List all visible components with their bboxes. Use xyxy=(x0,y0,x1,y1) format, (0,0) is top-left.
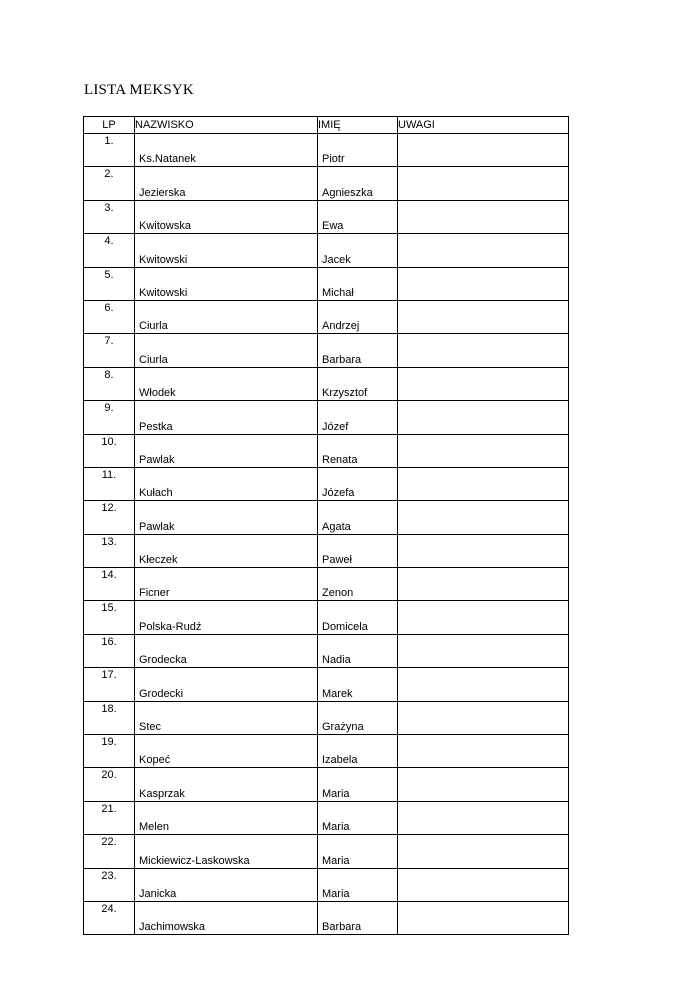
notes-cell xyxy=(398,735,569,768)
first-name-cell: Jacek xyxy=(318,234,398,267)
notes-cell xyxy=(398,467,569,500)
row-number: 24. xyxy=(84,901,135,934)
first-name-cell: Barbara xyxy=(318,334,398,367)
table-row xyxy=(84,868,569,901)
notes-cell xyxy=(398,534,569,567)
surname-cell: Pestka xyxy=(135,401,318,434)
surname-cell: Kwitowski xyxy=(135,234,318,267)
header-notes: UWAGI xyxy=(398,117,569,134)
table-row xyxy=(84,835,569,868)
surname-cell: Janicka xyxy=(135,868,318,901)
first-name-cell: Domicela xyxy=(318,601,398,634)
table-header-row xyxy=(84,117,569,134)
notes-cell xyxy=(398,668,569,701)
table-row xyxy=(84,300,569,333)
table-row xyxy=(84,167,569,200)
row-number: 21. xyxy=(84,801,135,834)
notes-cell xyxy=(398,501,569,534)
row-number: 22. xyxy=(84,835,135,868)
table-row xyxy=(84,634,569,667)
surname-cell: Ficner xyxy=(135,568,318,601)
notes-cell xyxy=(398,134,569,167)
surname-cell: Ciurla xyxy=(135,334,318,367)
people-table xyxy=(83,116,569,935)
surname-cell: Jezierska xyxy=(135,167,318,200)
header-lp: LP xyxy=(84,117,135,134)
first-name-cell: Krzysztof xyxy=(318,367,398,400)
first-name-cell: Michał xyxy=(318,267,398,300)
surname-cell: Jachimowska xyxy=(135,901,318,934)
first-name-cell: Barbara xyxy=(318,901,398,934)
table-row xyxy=(84,534,569,567)
table-row xyxy=(84,501,569,534)
table-row xyxy=(84,901,569,934)
surname-cell: Grodecki xyxy=(135,668,318,701)
table-row xyxy=(84,200,569,233)
row-number: 7. xyxy=(84,334,135,367)
notes-cell xyxy=(398,568,569,601)
row-number: 13. xyxy=(84,534,135,567)
surname-cell: Pawlak xyxy=(135,434,318,467)
table-row xyxy=(84,601,569,634)
first-name-cell: Andrzej xyxy=(318,300,398,333)
surname-cell: Kopeć xyxy=(135,735,318,768)
first-name-cell: Marek xyxy=(318,668,398,701)
notes-cell xyxy=(398,601,569,634)
first-name-cell: Maria xyxy=(318,768,398,801)
row-number: 6. xyxy=(84,300,135,333)
notes-cell xyxy=(398,200,569,233)
notes-cell xyxy=(398,634,569,667)
table-row xyxy=(84,434,569,467)
row-number: 14. xyxy=(84,568,135,601)
surname-cell: Kłeczek xyxy=(135,534,318,567)
first-name-cell: Maria xyxy=(318,868,398,901)
table-row xyxy=(84,701,569,734)
table-row xyxy=(84,234,569,267)
row-number: 12. xyxy=(84,501,135,534)
first-name-cell: Ewa xyxy=(318,200,398,233)
notes-cell xyxy=(398,768,569,801)
table-row xyxy=(84,367,569,400)
header-first-name: IMIĘ xyxy=(318,117,398,134)
notes-cell xyxy=(398,801,569,834)
table-body xyxy=(84,134,569,935)
row-number: 19. xyxy=(84,735,135,768)
table-row xyxy=(84,334,569,367)
row-number: 9. xyxy=(84,401,135,434)
notes-cell xyxy=(398,901,569,934)
row-number: 23. xyxy=(84,868,135,901)
first-name-cell: Józefa xyxy=(318,467,398,500)
notes-cell xyxy=(398,401,569,434)
first-name-cell: Izabela xyxy=(318,735,398,768)
table-row xyxy=(84,801,569,834)
notes-cell xyxy=(398,434,569,467)
surname-cell: Ks.Natanek xyxy=(135,134,318,167)
notes-cell xyxy=(398,701,569,734)
row-number: 16. xyxy=(84,634,135,667)
header-surname: NAZWISKO xyxy=(135,117,318,134)
surname-cell: Włodek xyxy=(135,367,318,400)
first-name-cell: Agata xyxy=(318,501,398,534)
surname-cell: Stec xyxy=(135,701,318,734)
first-name-cell: Nadia xyxy=(318,634,398,667)
table-row xyxy=(84,467,569,500)
first-name-cell: Renata xyxy=(318,434,398,467)
row-number: 20. xyxy=(84,768,135,801)
table-row xyxy=(84,768,569,801)
surname-cell: Polska-Rudź xyxy=(135,601,318,634)
surname-cell: Kwitowska xyxy=(135,200,318,233)
surname-cell: Kułach xyxy=(135,467,318,500)
notes-cell xyxy=(398,367,569,400)
notes-cell xyxy=(398,835,569,868)
table-row xyxy=(84,735,569,768)
row-number: 11. xyxy=(84,467,135,500)
surname-cell: Pawlak xyxy=(135,501,318,534)
first-name-cell: Maria xyxy=(318,801,398,834)
row-number: 5. xyxy=(84,267,135,300)
table-row xyxy=(84,134,569,167)
first-name-cell: Maria xyxy=(318,835,398,868)
notes-cell xyxy=(398,267,569,300)
row-number: 15. xyxy=(84,601,135,634)
document-title: LISTA MEKSYK xyxy=(84,82,194,98)
row-number: 8. xyxy=(84,367,135,400)
surname-cell: Grodecka xyxy=(135,634,318,667)
surname-cell: Ciurla xyxy=(135,300,318,333)
first-name-cell: Grażyna xyxy=(318,701,398,734)
row-number: 3. xyxy=(84,200,135,233)
row-number: 17. xyxy=(84,668,135,701)
surname-cell: Kasprzak xyxy=(135,768,318,801)
first-name-cell: Piotr xyxy=(318,134,398,167)
surname-cell: Melen xyxy=(135,801,318,834)
notes-cell xyxy=(398,868,569,901)
row-number: 1. xyxy=(84,134,135,167)
notes-cell xyxy=(398,234,569,267)
row-number: 4. xyxy=(84,234,135,267)
notes-cell xyxy=(398,334,569,367)
table-row xyxy=(84,568,569,601)
notes-cell xyxy=(398,300,569,333)
notes-cell xyxy=(398,167,569,200)
row-number: 2. xyxy=(84,167,135,200)
row-number: 18. xyxy=(84,701,135,734)
surname-cell: Kwitowski xyxy=(135,267,318,300)
table-row xyxy=(84,668,569,701)
first-name-cell: Józef xyxy=(318,401,398,434)
first-name-cell: Zenon xyxy=(318,568,398,601)
first-name-cell: Agnieszka xyxy=(318,167,398,200)
table-row xyxy=(84,401,569,434)
table-row xyxy=(84,267,569,300)
row-number: 10. xyxy=(84,434,135,467)
surname-cell: Mickiewicz-Laskowska xyxy=(135,835,318,868)
first-name-cell: Paweł xyxy=(318,534,398,567)
